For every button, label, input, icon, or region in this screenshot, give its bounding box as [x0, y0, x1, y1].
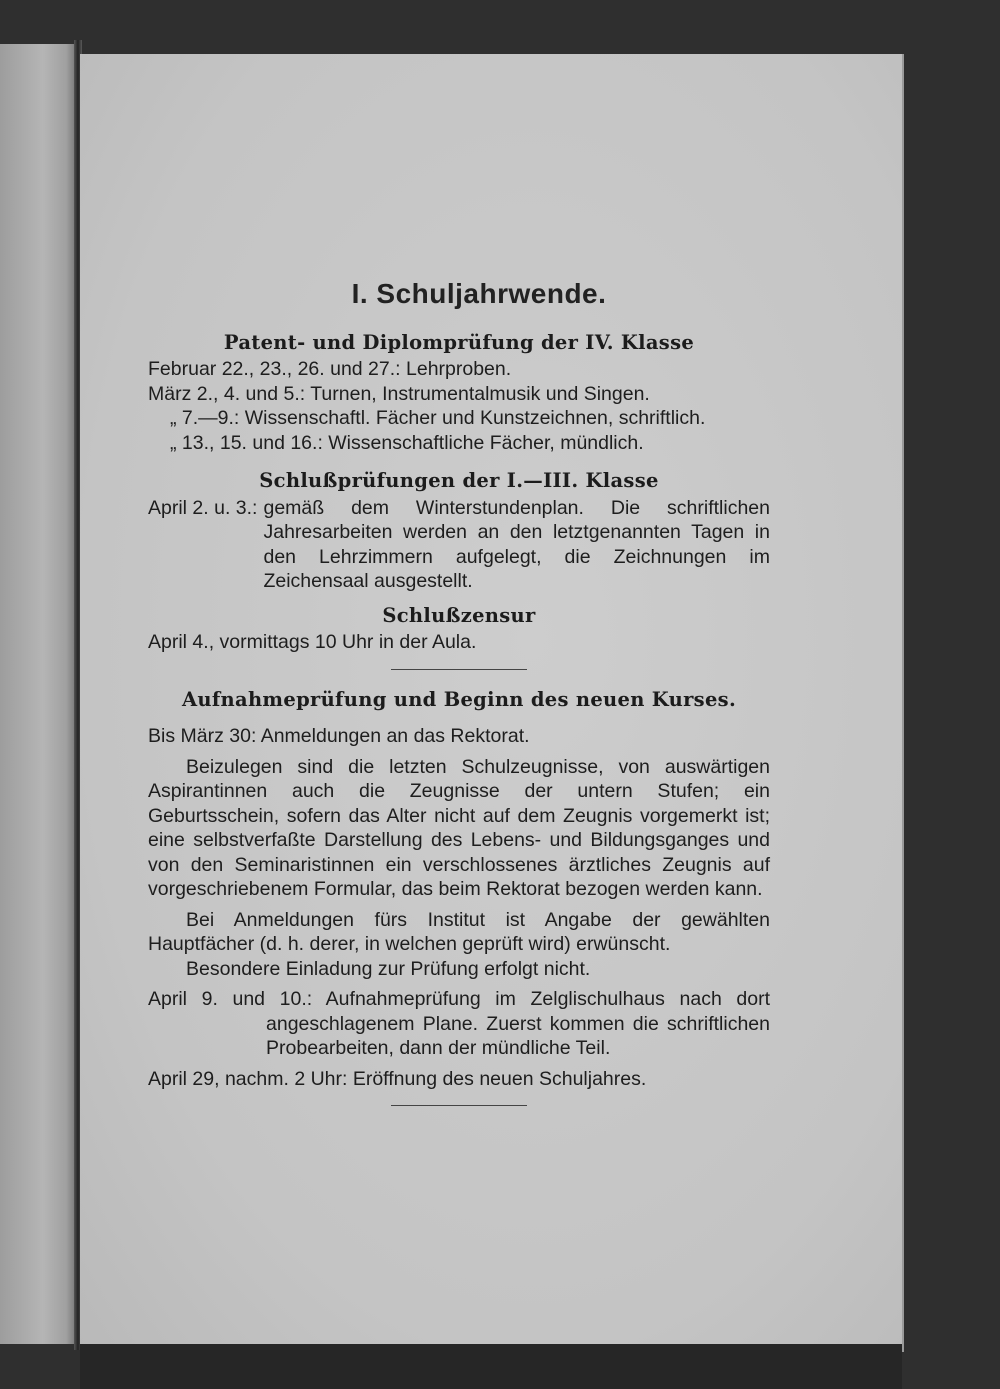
admission-exam-entry: April 9. und 10.: Aufnahmeprüfung im Zelglischulhaus nach dort angeschlagenem Plane. Zuerst kommen die schriftlichen Probearbeiten, dann der mündliche Teil.: [148, 988, 770, 1059]
section-heading-grades: Schlußzensur: [382, 603, 536, 627]
page-title: I. Schuljahrwende.: [351, 278, 607, 309]
divider: [391, 1105, 527, 1106]
section-heading-diploma: Patent- und Diplomprüfung der IV. Klasse: [223, 330, 695, 354]
section-heading-admission: Aufnahmeprüfung und Beginn des neuen Kurses.: [181, 687, 737, 711]
major-subjects-paragraph: Bei Anmeldungen fürs Institut ist Angabe der gewählten Hauptfächer (d. h. derer, in welchen geprüft wird) erwünscht.: [148, 908, 770, 955]
schedule-line: „ 13., 15. und 16.: Wissenschaftliche Fächer, mündlich.: [170, 431, 644, 454]
requirements-paragraph: Beizulegen sind die letzten Schulzeugnisse, von auswärtigen Aspirantinnen auch die Zeugnisse der untern Stufen; ein Geburtsschein, sofern das Alter nicht auf dem Zeugnis vorgemerkt ist; eine selbstverfaßte Darstellung des Lebens- und Bildungsganges und von den Seminaristinnen ein verschlossenes ärztliches Zeugnis auf vorgeschriebenem Formular, das beim Rektorat bezogen werden kann.: [148, 755, 770, 900]
divider: [391, 669, 527, 670]
left-page-edge: [0, 44, 78, 1344]
grades-line: April 4., vormittags 10 Uhr in der Aula.: [148, 631, 477, 653]
final-exams-date: April 2. u. 3.:: [148, 496, 258, 519]
opening-line: April 29, nachm. 2 Uhr: Eröffnung des neuen Schuljahres.: [148, 1067, 647, 1090]
deadline-line: Bis März 30: Anmeldungen an das Rektorat.: [148, 725, 530, 747]
bottom-shadow: [80, 1344, 902, 1389]
section-heading-final-exams: Schlußprüfungen der I.—III. Klasse: [259, 469, 659, 492]
schedule-line: März 2., 4. und 5.: Turnen, Instrumentalmusik und Singen.: [148, 382, 650, 405]
schedule-line: Februar 22., 23., 26. und 27.: Lehrproben.: [148, 358, 512, 380]
final-exams-entry: [148, 496, 770, 594]
page-text: [148, 270, 770, 1124]
schedule-line: „ 7.—9.: Wissenschaftl. Fächer und Kunstzeichnen, schriftlich.: [170, 407, 706, 429]
final-exams-text: gemäß dem Winterstundenplan. Die schriftlichen Jahresarbeiten werden an den letztgenannten Tagen in den Lehrzimmern aufgelegt, die Zeichnungen im Zeichensaal ausgestellt.: [263, 496, 770, 592]
invitation-paragraph: Besondere Einladung zur Prüfung erfolgt nicht.: [186, 957, 591, 980]
